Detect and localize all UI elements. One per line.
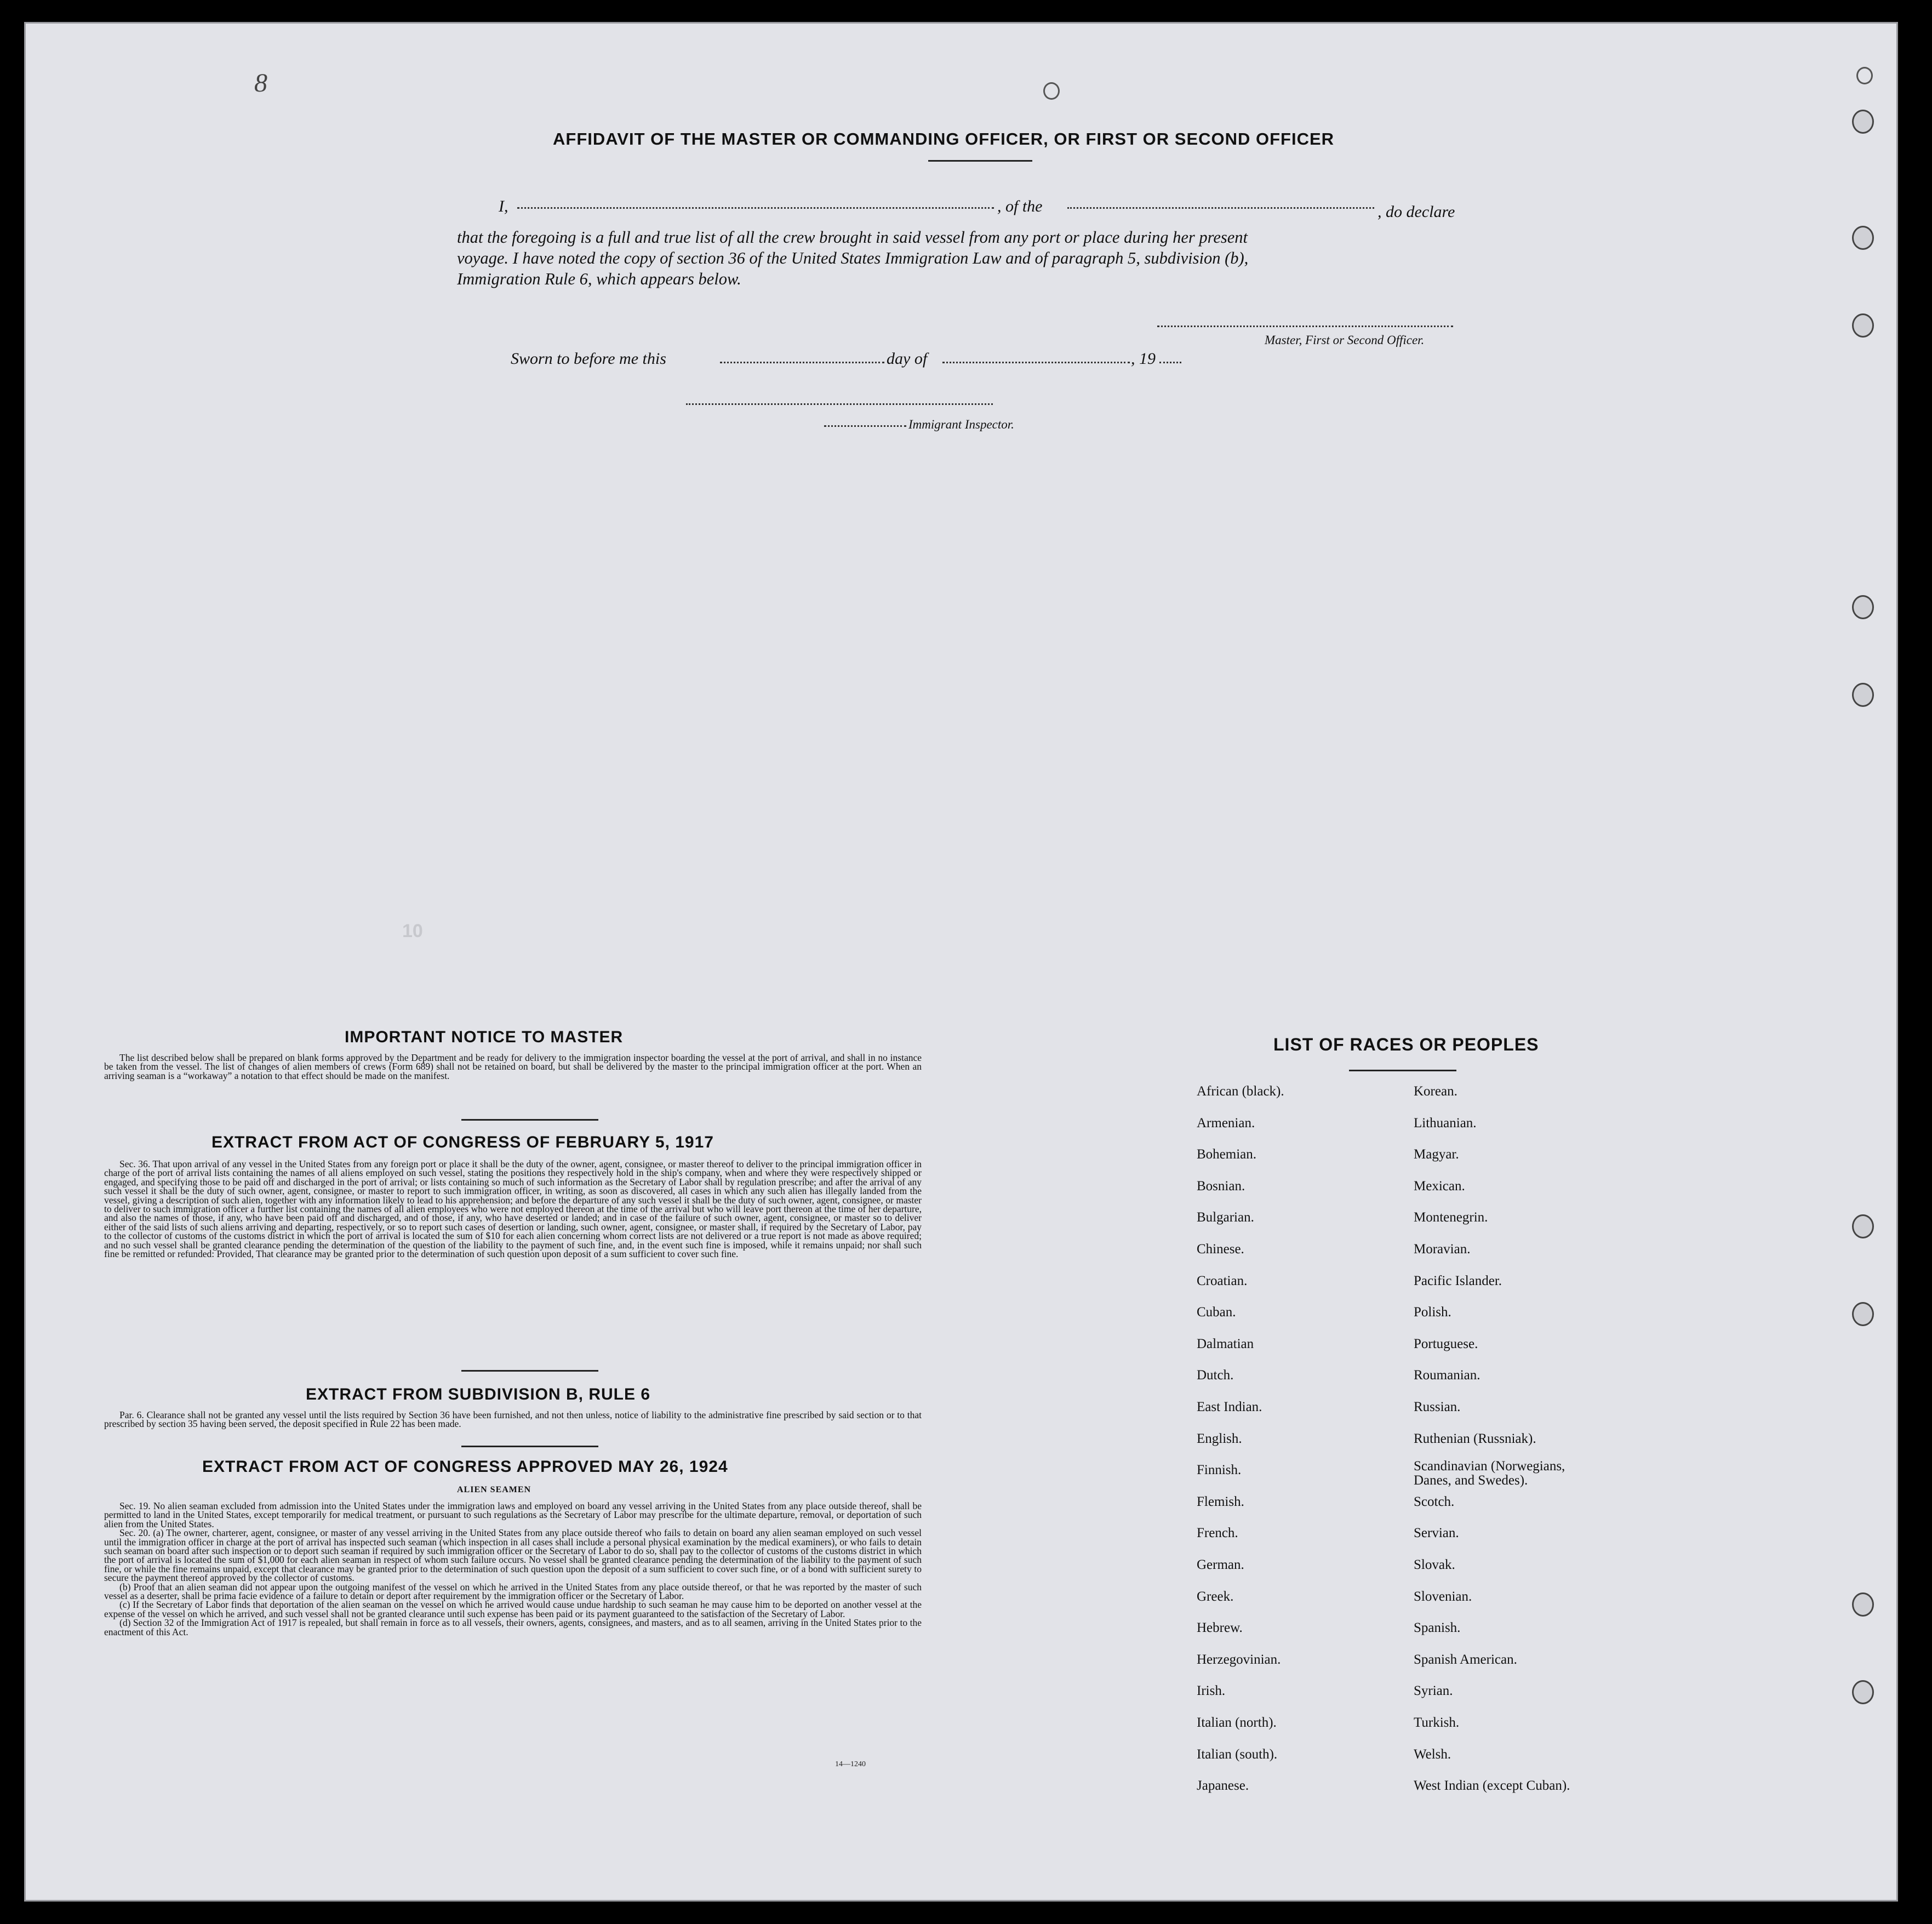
race-item-left: Italian (north). — [1197, 1715, 1277, 1730]
document-page — [24, 22, 1898, 1902]
notice-title: IMPORTANT NOTICE TO MASTER — [345, 1028, 624, 1046]
race-item-right: Pacific Islander. — [1414, 1273, 1502, 1288]
form-number: 14—1240 — [835, 1760, 866, 1768]
declare-i-label: I, — [499, 197, 508, 215]
notice-paragraph: The list described below shall be prepared on blank forms approved by the Department and be ready for delivery to the immigration inspector boarding the vessel at the port of arrival, and shall in no instance be taken from the vessel. The list of changes of alien members of crews (Form 689) shall not be retained on board, but shall be delivered by the master to the principal immigration officer at the port. When an arriving seaman is a “workaway” a notation to that effect should be made on the manifest. — [104, 1052, 922, 1081]
race-item-right: Magyar. — [1414, 1147, 1459, 1162]
race-item-left: Irish. — [1197, 1683, 1226, 1699]
race-item-right: Korean. — [1414, 1084, 1457, 1099]
affidavit-body-line1: that the foregoing is a full and true list of all the crew brought in said vessel from any port or place during her present — [457, 228, 1248, 247]
race-item-left: Japanese. — [1197, 1778, 1249, 1794]
inspector-label: Immigrant Inspector. — [908, 418, 1014, 431]
race-item-right: Moravian. — [1414, 1242, 1471, 1257]
sworn-day-of-label: day of — [887, 350, 928, 368]
rule-6-title: EXTRACT FROM SUBDIVISION B, RULE 6 — [306, 1385, 651, 1403]
race-item-left: Bulgarian. — [1197, 1210, 1254, 1225]
affidavit-body-line3: Immigration Rule 6, which appears below. — [457, 270, 741, 288]
race-item-right: Spanish. — [1414, 1620, 1461, 1636]
race-item-right: Turkish. — [1414, 1715, 1460, 1730]
affidavit-body-line2: voyage. I have noted the copy of section 36 of the United States Immigration Law and of paragraph 5, subdivision (b), — [457, 249, 1249, 267]
race-item-right: Roumanian. — [1414, 1368, 1481, 1383]
race-item-right: Welsh. — [1414, 1746, 1451, 1762]
race-item-left: Hebrew. — [1197, 1620, 1243, 1636]
race-item-right: West Indian (except Cuban). — [1414, 1778, 1570, 1794]
race-item-left: Dalmatian — [1197, 1336, 1254, 1351]
race-item-left: German. — [1197, 1557, 1244, 1572]
race-item-right: Lithuanian. — [1414, 1115, 1477, 1131]
bleed-through-number: 10 — [402, 921, 423, 941]
section-20d-paragraph: (d) Section 32 of the Immigration Act of 1917 is repealed, but shall remain in force as to all vessels, their owners, agents, consignees, and masters, and as to all seamen, arriving in the United States prior to the enactment of this Act. — [104, 1617, 922, 1637]
race-item-left: Chinese. — [1197, 1242, 1244, 1257]
race-item-left: Croatian. — [1197, 1273, 1248, 1288]
declare-of-the-label: , of the — [997, 197, 1043, 215]
race-item-right: Portuguese. — [1414, 1336, 1478, 1351]
declare-label: , do declare — [1377, 203, 1455, 221]
race-item-left: Cuban. — [1197, 1305, 1236, 1320]
affidavit-title: AFFIDAVIT OF THE MASTER OR COMMANDING OFFICER, OR FIRST OR SECOND OFFICER — [553, 129, 1335, 149]
sworn-year-label: , 19 — [1131, 350, 1156, 368]
race-item-right: Scandinavian (Norwegians, Danes, and Swedes). — [1414, 1459, 1565, 1488]
race-item-right: Montenegrin. — [1414, 1210, 1488, 1225]
race-item-left: English. — [1197, 1431, 1242, 1446]
races-title: LIST OF RACES OR PEOPLES — [1273, 1035, 1539, 1054]
rule-6-paragraph: Par. 6. Clearance shall not be granted any vessel until the lists required by Section 36 have been furnished, and not then unless, notice of liability to the administrative fine prescribed by said section or to that prescribed by section 35 having been served, the deposit specified in Rule 22 has been made. — [104, 1409, 922, 1430]
race-item-right: Slovenian. — [1414, 1589, 1472, 1604]
race-item-right: Scotch. — [1414, 1494, 1455, 1509]
section-19-paragraph: Sec. 19. No alien seaman excluded from admission into the United States under the immigration laws and employed on board any vessel arriving in the United States from any place outside thereof, shall be permitted to land in the United States, except temporarily for medical treatment, or pursuant to such regulations as the Secretary of Labor may prescribe for the ultimate departure, removal, or deportation of such alien from the United States. — [104, 1500, 922, 1529]
race-item-right: Servian. — [1414, 1526, 1459, 1541]
races-list — [24, 22, 1898, 1902]
race-item-right: Polish. — [1414, 1305, 1451, 1320]
sworn-prefix: Sworn to before me this — [511, 350, 666, 368]
race-item-right: Syrian. — [1414, 1683, 1453, 1699]
race-item-left: Dutch. — [1197, 1368, 1234, 1383]
race-item-left: Greek. — [1197, 1589, 1234, 1604]
section-36-paragraph: Sec. 36. That upon arrival of any vessel in the United States from any foreign port or place it shall be the duty of the owner, agent, consignee, or master thereof to deliver to the principal immigration officer in charge of the port of arrival lists containing the names of all aliens employed on such vessel, stating the positions they respectively hold in the ship's company, when and where they were respectively shipped or engaged, and specifying those to be paid off and discharged in the port of arrival; or lists containing so much of such information as the Secretary of Labor shall by regulation prescribe; and after the arrival of any such vessel it shall be the duty of such owner, agent, consignee, or master to report to such immigration officer, in writing, as soon as discovered, all cases in which any such alien has illegally landed from the vessel, giving a description of such alien, together with any information likely to lead to his apprehension; and before the departure of any such vessel it shall be the duty of such owner, agent, consignee, or master to deliver to such immigration officer a further list containing the names of all alien employees who were not employed thereon at the time of the arrival but who will leave port thereon at the time of her departure, and also the names of those, if any, who have been paid off and discharged, and of those, if any, who have deserted or landed; and in case of the failure of such owner, agent, consignee, or master so to deliver either of the said lists of such aliens arriving and departing, respectively, or so to report such cases of desertion or landing, such owner, agent, consignee, or master shall, if required by the Secretary of Labor, pay to the collector of customs of the customs district in which the port of arrival is located the sum of $10 for each alien concerning whom correct lists are not delivered or a true report is not made as above required; and no such vessel shall be granted clearance pending the determination of the question of the liability to the payment of such fine, and, in the event such fine is imposed, while it remains unpaid; nor shall such fine be remitted or refunded: Provided, That clearance may be granted prior to the determination of such question upon deposit of a sum sufficient to cover such fine. — [104, 1158, 922, 1260]
race-item-left: Bosnian. — [1197, 1178, 1245, 1194]
race-item-left: Herzegovinian. — [1197, 1652, 1281, 1667]
extract-1917-title: EXTRACT FROM ACT OF CONGRESS OF FEBRUARY 5, 1917 — [212, 1133, 714, 1151]
master-label: Master, First or Second Officer. — [1265, 333, 1425, 347]
race-item-right: Slovak. — [1414, 1557, 1455, 1572]
race-item-right: Spanish American. — [1414, 1652, 1517, 1667]
section-20b-paragraph: (b) Proof that an alien seaman did not appear upon the outgoing manifest of the vessel on which he arrived in the United States from any place outside thereof, or that he was reported by the master of such vessel as a deserter, shall be prima facie evidence of a failure to detain or deport after requirement by the immigration officer or the Secretary of Labor. — [104, 1581, 922, 1602]
race-item-left: Italian (south). — [1197, 1746, 1278, 1762]
race-item-left: Armenian. — [1197, 1115, 1255, 1131]
race-item-right: Russian. — [1414, 1400, 1461, 1414]
race-item-right: Mexican. — [1414, 1178, 1465, 1194]
race-item-left: French. — [1197, 1526, 1238, 1541]
page-number-mark: 8 — [254, 68, 267, 98]
race-item-left: Flemish. — [1197, 1494, 1244, 1509]
race-item-left: Finnish. — [1197, 1463, 1242, 1478]
race-item-right: Ruthenian (Russniak). — [1414, 1431, 1536, 1446]
section-20c-paragraph: (c) If the Secretary of Labor finds that deportation of the alien seaman on the vessel on which he arrived would cause undue hardship to such seaman he may cause him to be deported on another vessel at the expense of the vessel on which he arrived, and such vessel shall not be granted clearance until such expense has been paid or its payment guaranteed to the satisfaction of the Secretary of Labor. — [104, 1599, 922, 1619]
race-item-left: African (black). — [1197, 1084, 1284, 1099]
alien-seamen-subtitle: ALIEN SEAMEN — [457, 1485, 531, 1494]
section-20a-paragraph: Sec. 20. (a) The owner, charterer, agent, consignee, or master of any vessel arriving in the United States from any place outside thereof who fails to detain on board any alien seaman employed on such vessel until the immigration officer in charge at the port of arrival has inspected such seaman (which inspection in all cases shall include a personal physical examination by the medical examiners), or who fails to detain such seaman on board after such inspection or to deport such seaman if required by such immigration officer or the Secretary of Labor to do so, shall pay to the collector of customs of the customs district in which the port of arrival is located the sum of $1,000 for each alien seaman in respect of whom such failure occurs. No vessel shall be granted clearance pending the determination of the liability to the payment of such fine, or while the fine remains unpaid, except that clearance may be granted prior to the determination of such question upon the deposit of a sum sufficient to cover such fine, or of a bond with sufficient surety to secure the payment thereof approved by the collector of customs. — [104, 1527, 922, 1584]
extract-1924-title: EXTRACT FROM ACT OF CONGRESS APPROVED MAY 26, 1924 — [202, 1458, 728, 1476]
race-item-left: East Indian. — [1197, 1400, 1262, 1414]
race-item-left: Bohemian. — [1197, 1147, 1257, 1162]
